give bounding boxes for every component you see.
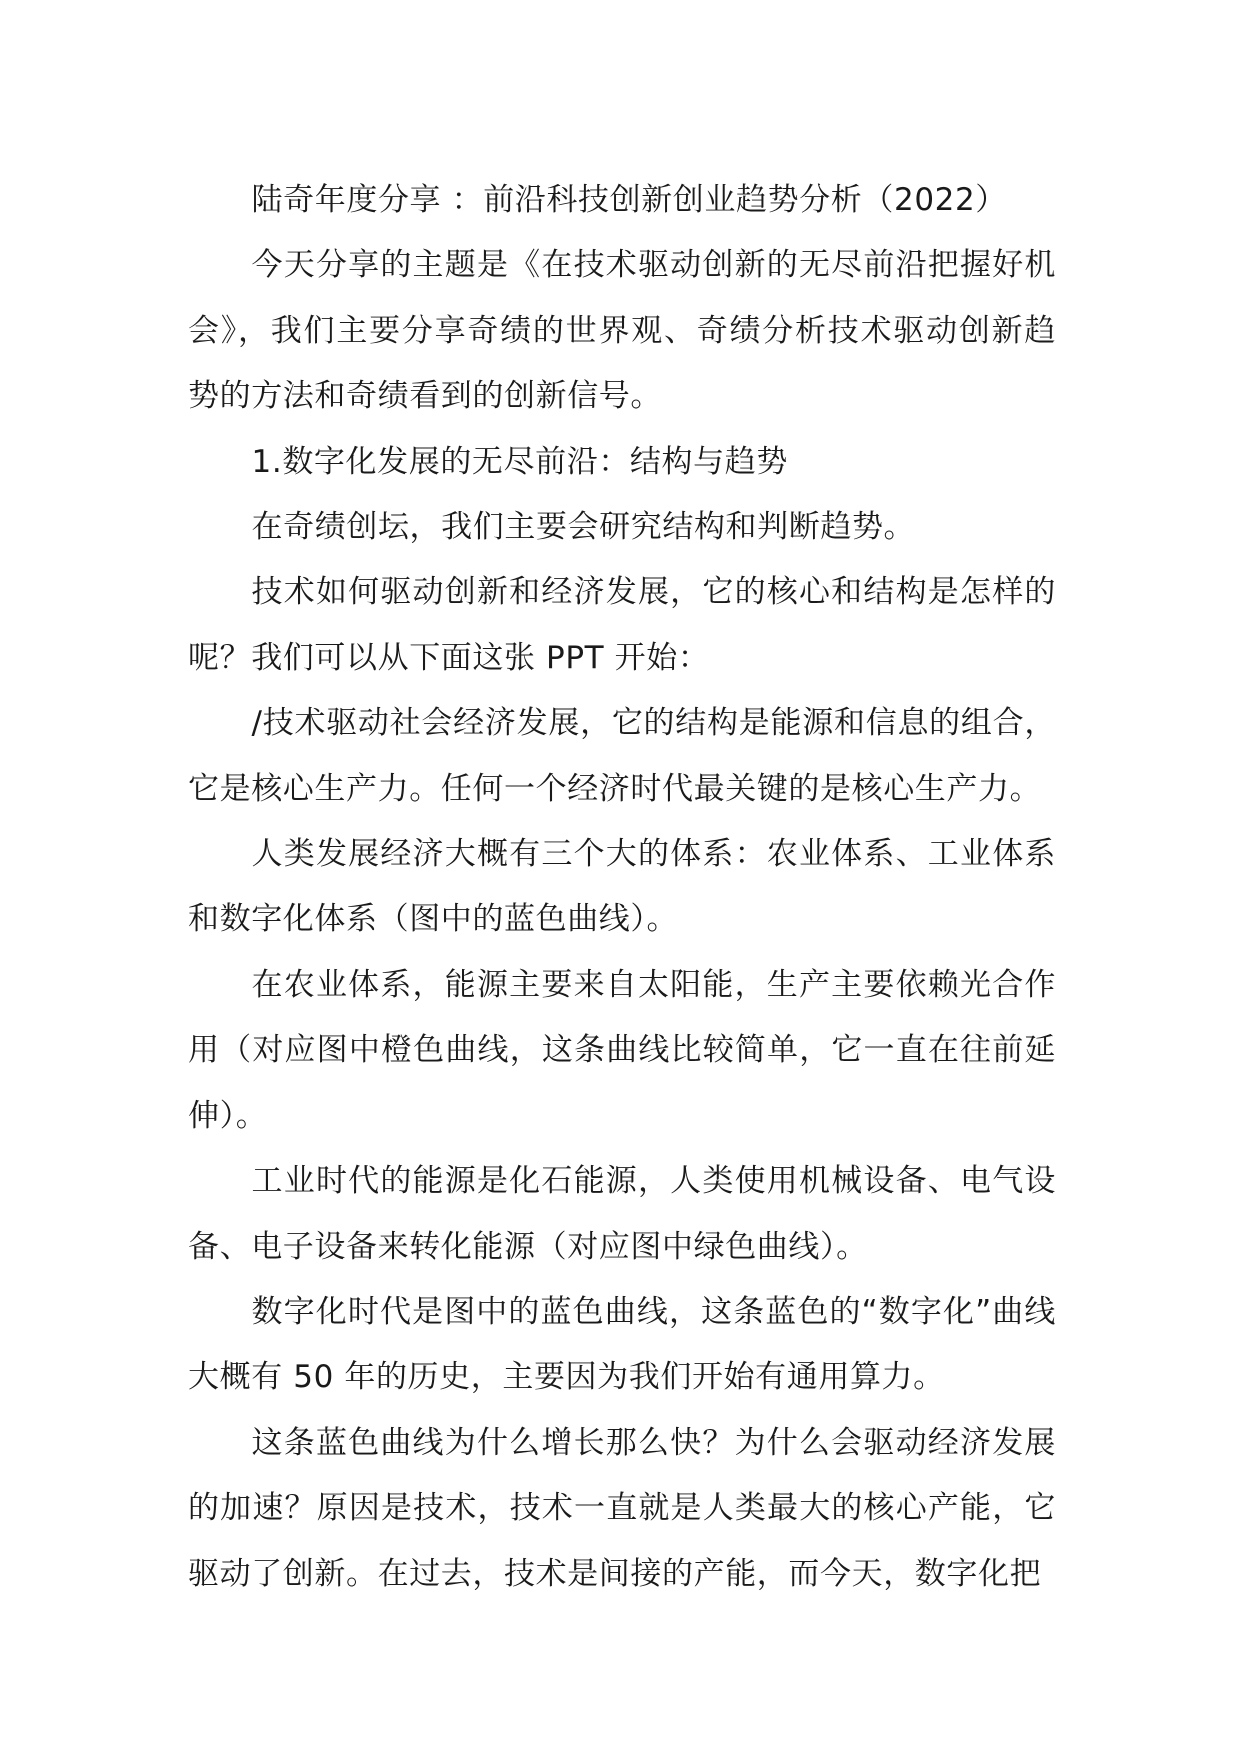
section-heading: 1.数字化发展的无尽前沿：结构与趋势 [251, 443, 788, 480]
body-paragraph: 在农业体系，能源主要来自太阳能，生产主要依赖光合作用（对应图中橙色曲线，这条曲线比较简单，它一直在往前延伸）。 [188, 966, 1056, 1134]
body-paragraph: 技术如何驱动创新和经济发展，它的核心和结构是怎样的呢？我们可以从下面这张 PPT 开始： [188, 574, 1056, 676]
body-paragraph: 工业时代的能源是化石能源，人类使用机械设备、电气设备、电子设备来转化能源（对应图中绿色曲线）。 [188, 1163, 1056, 1265]
body-paragraph: 数字化时代是图中的蓝色曲线，这条蓝色的“数字化”曲线大概有 50 年的历史，主要因为我们开始有通用算力。 [188, 1293, 1056, 1396]
document-title: 陆奇年度分享 ：前沿科技创新创业趋势分析（2022） [251, 182, 1007, 218]
body-paragraph: 这条蓝色曲线为什么增长那么快？为什么会驱动经济发展的加速？原因是技术，技术一直就是人类最大的核心产能，它驱动了创新。在过去，技术是间接的产能，而今天，数字化把 [188, 1424, 1056, 1592]
body-paragraph: 在奇绩创坛，我们主要会研究结构和判断趋势。 [251, 509, 916, 546]
intro-paragraph: 今天分享的主题是《在技术驱动创新的无尽前沿把握好机会》，我们主要分享奇绩的世界观、奇绩分析技术驱动创新趋势的方法和奇绩看到的创新信号。 [188, 247, 1056, 415]
body-paragraph: 人类发展经济大概有三个大的体系：农业体系、工业体系和数字化体系（图中的蓝色曲线）。 [188, 836, 1056, 938]
document-page [188, 168, 1056, 1607]
body-paragraph: /技术驱动社会经济发展，它的结构是能源和信息的组合，它是核心生产力。任何一个经济时代最关键的是核心生产力。 [188, 705, 1056, 807]
